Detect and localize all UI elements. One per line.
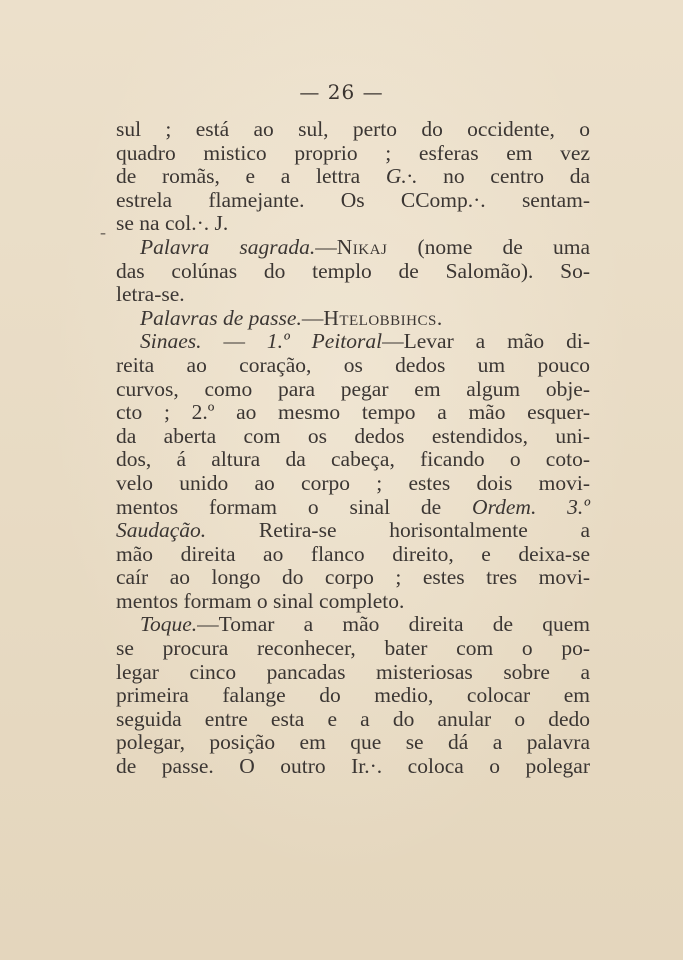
text-line [116,212,590,236]
text-segment: mentos formam o sinal de [116,494,473,519]
text-segment: Toque. [140,612,198,637]
text-segment: seguida entre esta e a do anular o dedo [116,706,590,731]
text-segment: primeira falange do medio, colocar em [116,683,590,708]
text-segment: Palavras de passe. [140,305,302,330]
text-segment: velo unido ao corpo ; estes dois movi- [116,470,590,495]
text-segment: G.·. [385,164,418,189]
text-line [116,165,590,189]
text-segment: Htelobbihcs. [323,305,443,330]
text-segment: polegar, posição em que se dá a palavra [116,730,590,755]
text-segment: legar cinco pancadas misteriosas sobre a [116,659,590,684]
text-segment: estrela flamejante. Os CComp.·. sentam- [116,187,590,212]
text-segment: Sinaes. [140,329,202,354]
text-segment: sul ; está ao sul, perto do occidente, o [116,117,590,141]
text-line [116,543,590,567]
text-segment: —Tomar a mão direita de quem [197,612,590,637]
text-line [116,236,590,260]
text-segment: Ordem. 3.º [472,494,590,519]
text-segment: no centro da [417,164,590,189]
text-line [116,496,590,520]
text-segment: 1.º Peitoral [266,329,383,354]
text-segment: de passe. O outro Ir.·. coloca o polegar [116,754,590,779]
text-segment: caír ao longo do corpo ; estes tres movi- [116,565,590,590]
margin-mark: - [100,222,106,242]
text-line [116,519,590,543]
text-line [116,425,590,449]
text-line [116,378,590,402]
text-line [116,590,590,614]
text-segment: de romãs, e a lettra [116,164,386,189]
text-line [116,307,590,331]
text-segment: se na col.·. J. [116,211,229,236]
text-segment: — [301,305,324,330]
text-line [116,731,590,755]
text-line [116,354,590,378]
text-line [116,330,590,354]
text-segment: Palavra sagrada. [140,234,316,259]
text-line [116,472,590,496]
text-line [116,401,590,425]
text-segment: da aberta com os dedos estendidos, uni- [116,423,590,448]
text-segment: mão direita ao flanco direito, e deixa-se [116,541,590,566]
text-line [116,260,590,284]
text-segment: letra-se. [116,282,185,307]
text-line [116,566,590,590]
text-line [116,708,590,732]
text-segment: se procura reconhecer, bater com o po- [116,636,590,661]
text-segment: Saudação. [116,518,207,543]
text-line [116,637,590,661]
page-number: — 26 — [299,80,384,104]
text-segment: curvos, como para pegar em algum obje- [116,376,590,401]
text-segment: das colúnas do templo de Salomão). So- [116,258,590,283]
text-segment: Nikaj [336,234,388,259]
text-segment: cto ; 2.º ao mesmo tempo a mão esquer- [116,400,590,425]
body-text [116,118,590,779]
text-line [116,118,590,142]
text-line [116,448,590,472]
text-line [116,613,590,637]
text-line [116,283,590,307]
text-segment: mentos formam o sinal completo. [116,588,405,613]
text-segment: reita ao coração, os dedos um pouco [116,352,590,377]
text-segment: — [201,329,267,354]
text-line [116,661,590,685]
text-line [116,142,590,166]
text-line [116,755,590,779]
text-line [116,684,590,708]
text-segment: —Levar a mão di- [382,329,590,354]
text-segment: (nome de uma [387,234,590,259]
text-segment: quadro mistico proprio ; esferas em vez [116,140,590,165]
text-segment: Retira-se horisontalmente a [206,518,590,543]
text-line [116,189,590,213]
text-segment: — [315,234,337,259]
text-segment: dos, á altura da cabeça, ficando o coto- [116,447,590,472]
